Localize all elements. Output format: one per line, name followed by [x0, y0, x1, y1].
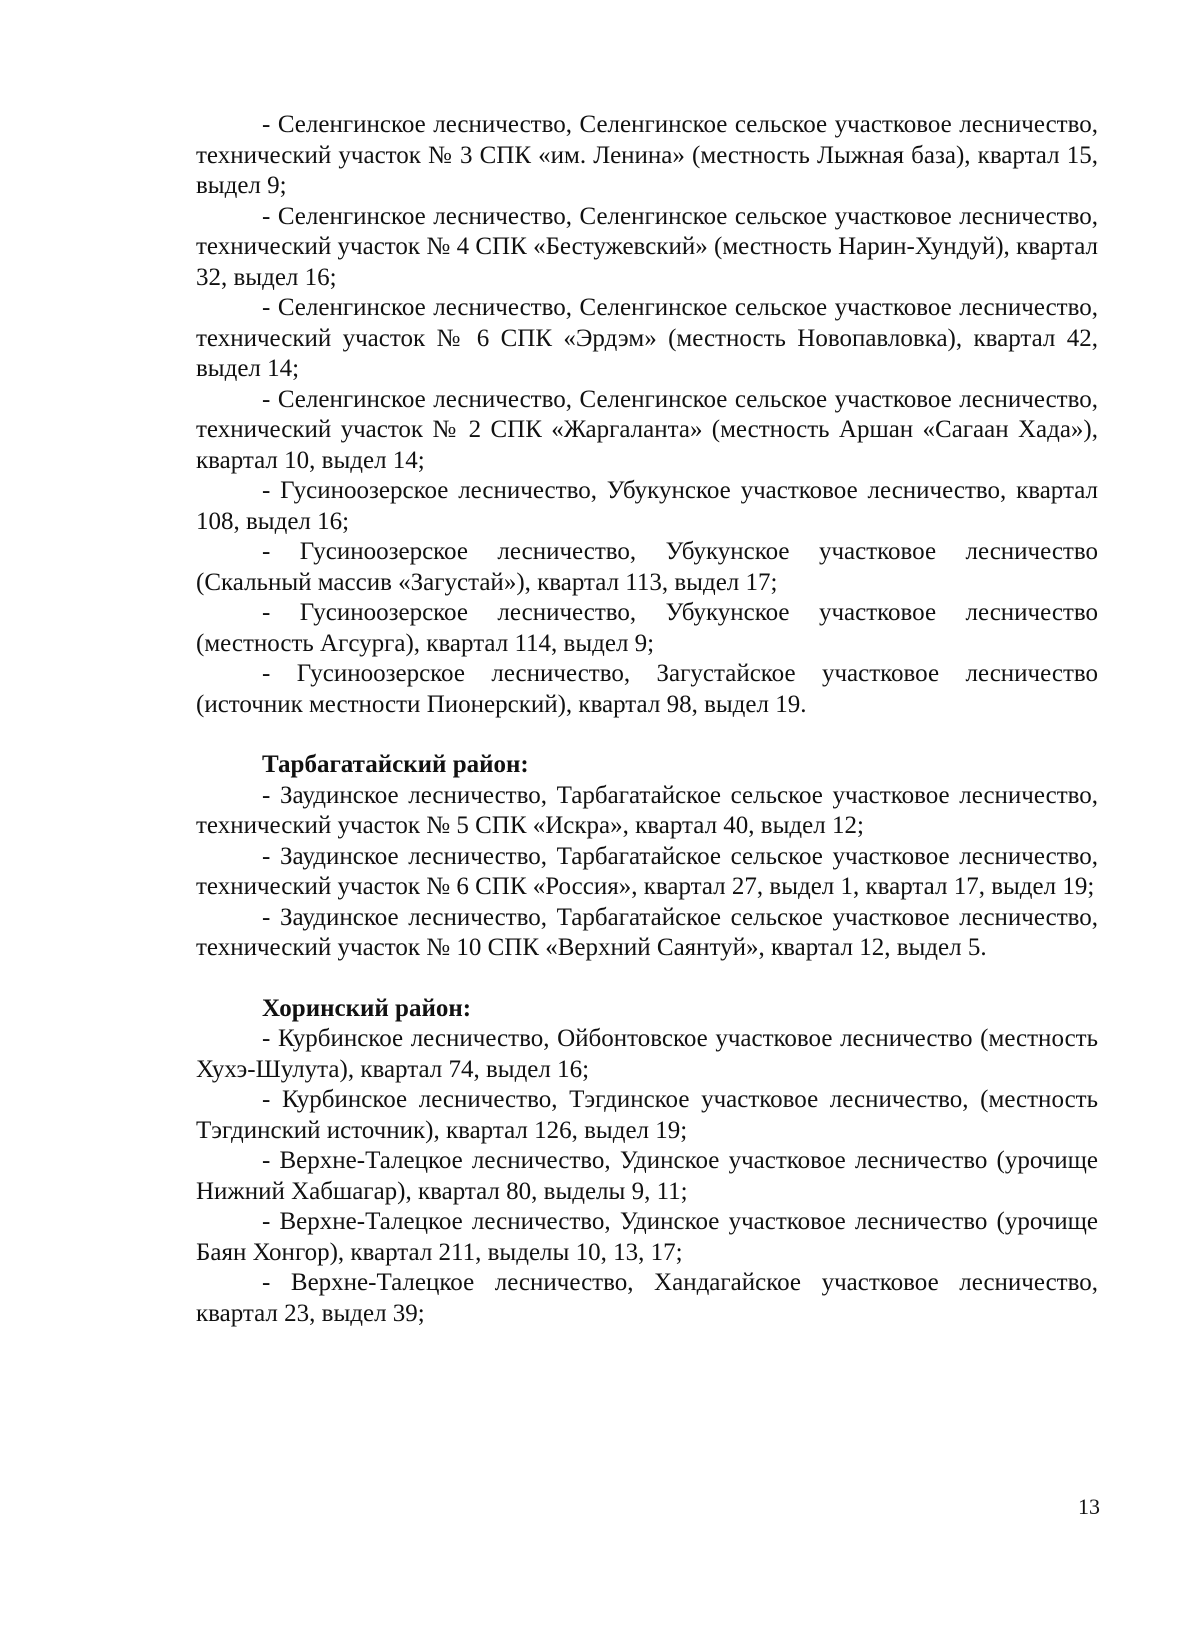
list-item: - Селенгинское лесничество, Селенгинское сельское участковое лесничество, технический участок № 4 СПК «Бестужевский» (местность Нарин-Хундуй), квартал 32, выдел 16;: [196, 202, 1098, 291]
list-item: - Селенгинское лесничество, Селенгинское сельское участковое лесничество, технический участок № 3 СПК «им. Ленина» (местность Лыжная база), квартал 15, выдел 9;: [196, 111, 1098, 199]
list-item: - Гусиноозерское лесничество, Убукунское участковое лесничество (Скальный массив «Загустай»), квартал 113, выдел 17;: [196, 538, 1098, 596]
section-heading: Тарбагатайский район:: [262, 751, 529, 778]
page-body: [196, 110, 1098, 1329]
list-item: - Селенгинское лесничество, Селенгинское сельское участковое лесничество, технический участок № 6 СПК «Эрдэм» (местность Новопавловка), квартал 42, выдел 14;: [196, 294, 1098, 382]
list-item: - Гусиноозерское лесничество, Убукунское участковое лесничество, квартал 108, выдел 16;: [196, 477, 1098, 535]
list-item: - Курбинское лесничество, Ойбонтовское участковое лесничество (местность Хухэ-Шулута), квартал 74, выдел 16;: [196, 1025, 1098, 1083]
list-item: - Верхне-Талецкое лесничество, Удинское участковое лесничество (урочище Баян Хонгор), квартал 211, выделы 10, 13, 17;: [196, 1208, 1098, 1266]
khorinsky-section: [196, 994, 1098, 1330]
list-item: - Заудинское лесничество, Тарбагатайское сельское участковое лесничество, технический участок № 10 СПК «Верхний Саянтуй», квартал 12, выдел 5.: [196, 903, 1098, 961]
page-number: 13: [1078, 1494, 1100, 1519]
tarbagatay-section: [196, 750, 1098, 964]
list-item: - Верхне-Талецкое лесничество, Удинское участковое лесничество (урочище Нижний Хабшагар), квартал 80, выделы 9, 11;: [196, 1147, 1098, 1205]
list-item: - Гусиноозерское лесничество, Загустайское участковое лесничество (источник местности Пионерский), квартал 98, выдел 19.: [196, 660, 1098, 718]
list-item: - Селенгинское лесничество, Селенгинское сельское участковое лесничество, технический участок № 2 СПК «Жаргаланта» (местность Аршан «Сагаан Хада»), квартал 10, выдел 14;: [196, 385, 1098, 474]
list-item: - Заудинское лесничество, Тарбагатайское сельское участковое лесничество, технический участок № 6 СПК «Россия», квартал 27, выдел 1, квартал 17, выдел 19;: [196, 842, 1098, 900]
list-item: - Верхне-Талецкое лесничество, Хандагайское участковое лесничество, квартал 23, выдел 39;: [196, 1269, 1098, 1327]
list-item: - Курбинское лесничество, Тэгдинское участковое лесничество, (местность Тэгдинский источник), квартал 126, выдел 19;: [196, 1086, 1098, 1144]
section-heading: Хоринский район:: [262, 994, 472, 1022]
list-item: - Гусиноозерское лесничество, Убукунское участковое лесничество (местность Агсурга), квартал 114, выдел 9;: [196, 599, 1098, 657]
list-item: - Заудинское лесничество, Тарбагатайское сельское участковое лесничество, технический участок № 5 СПК «Искра», квартал 40, выдел 12;: [196, 781, 1098, 839]
selenginsky-section: [196, 110, 1098, 720]
